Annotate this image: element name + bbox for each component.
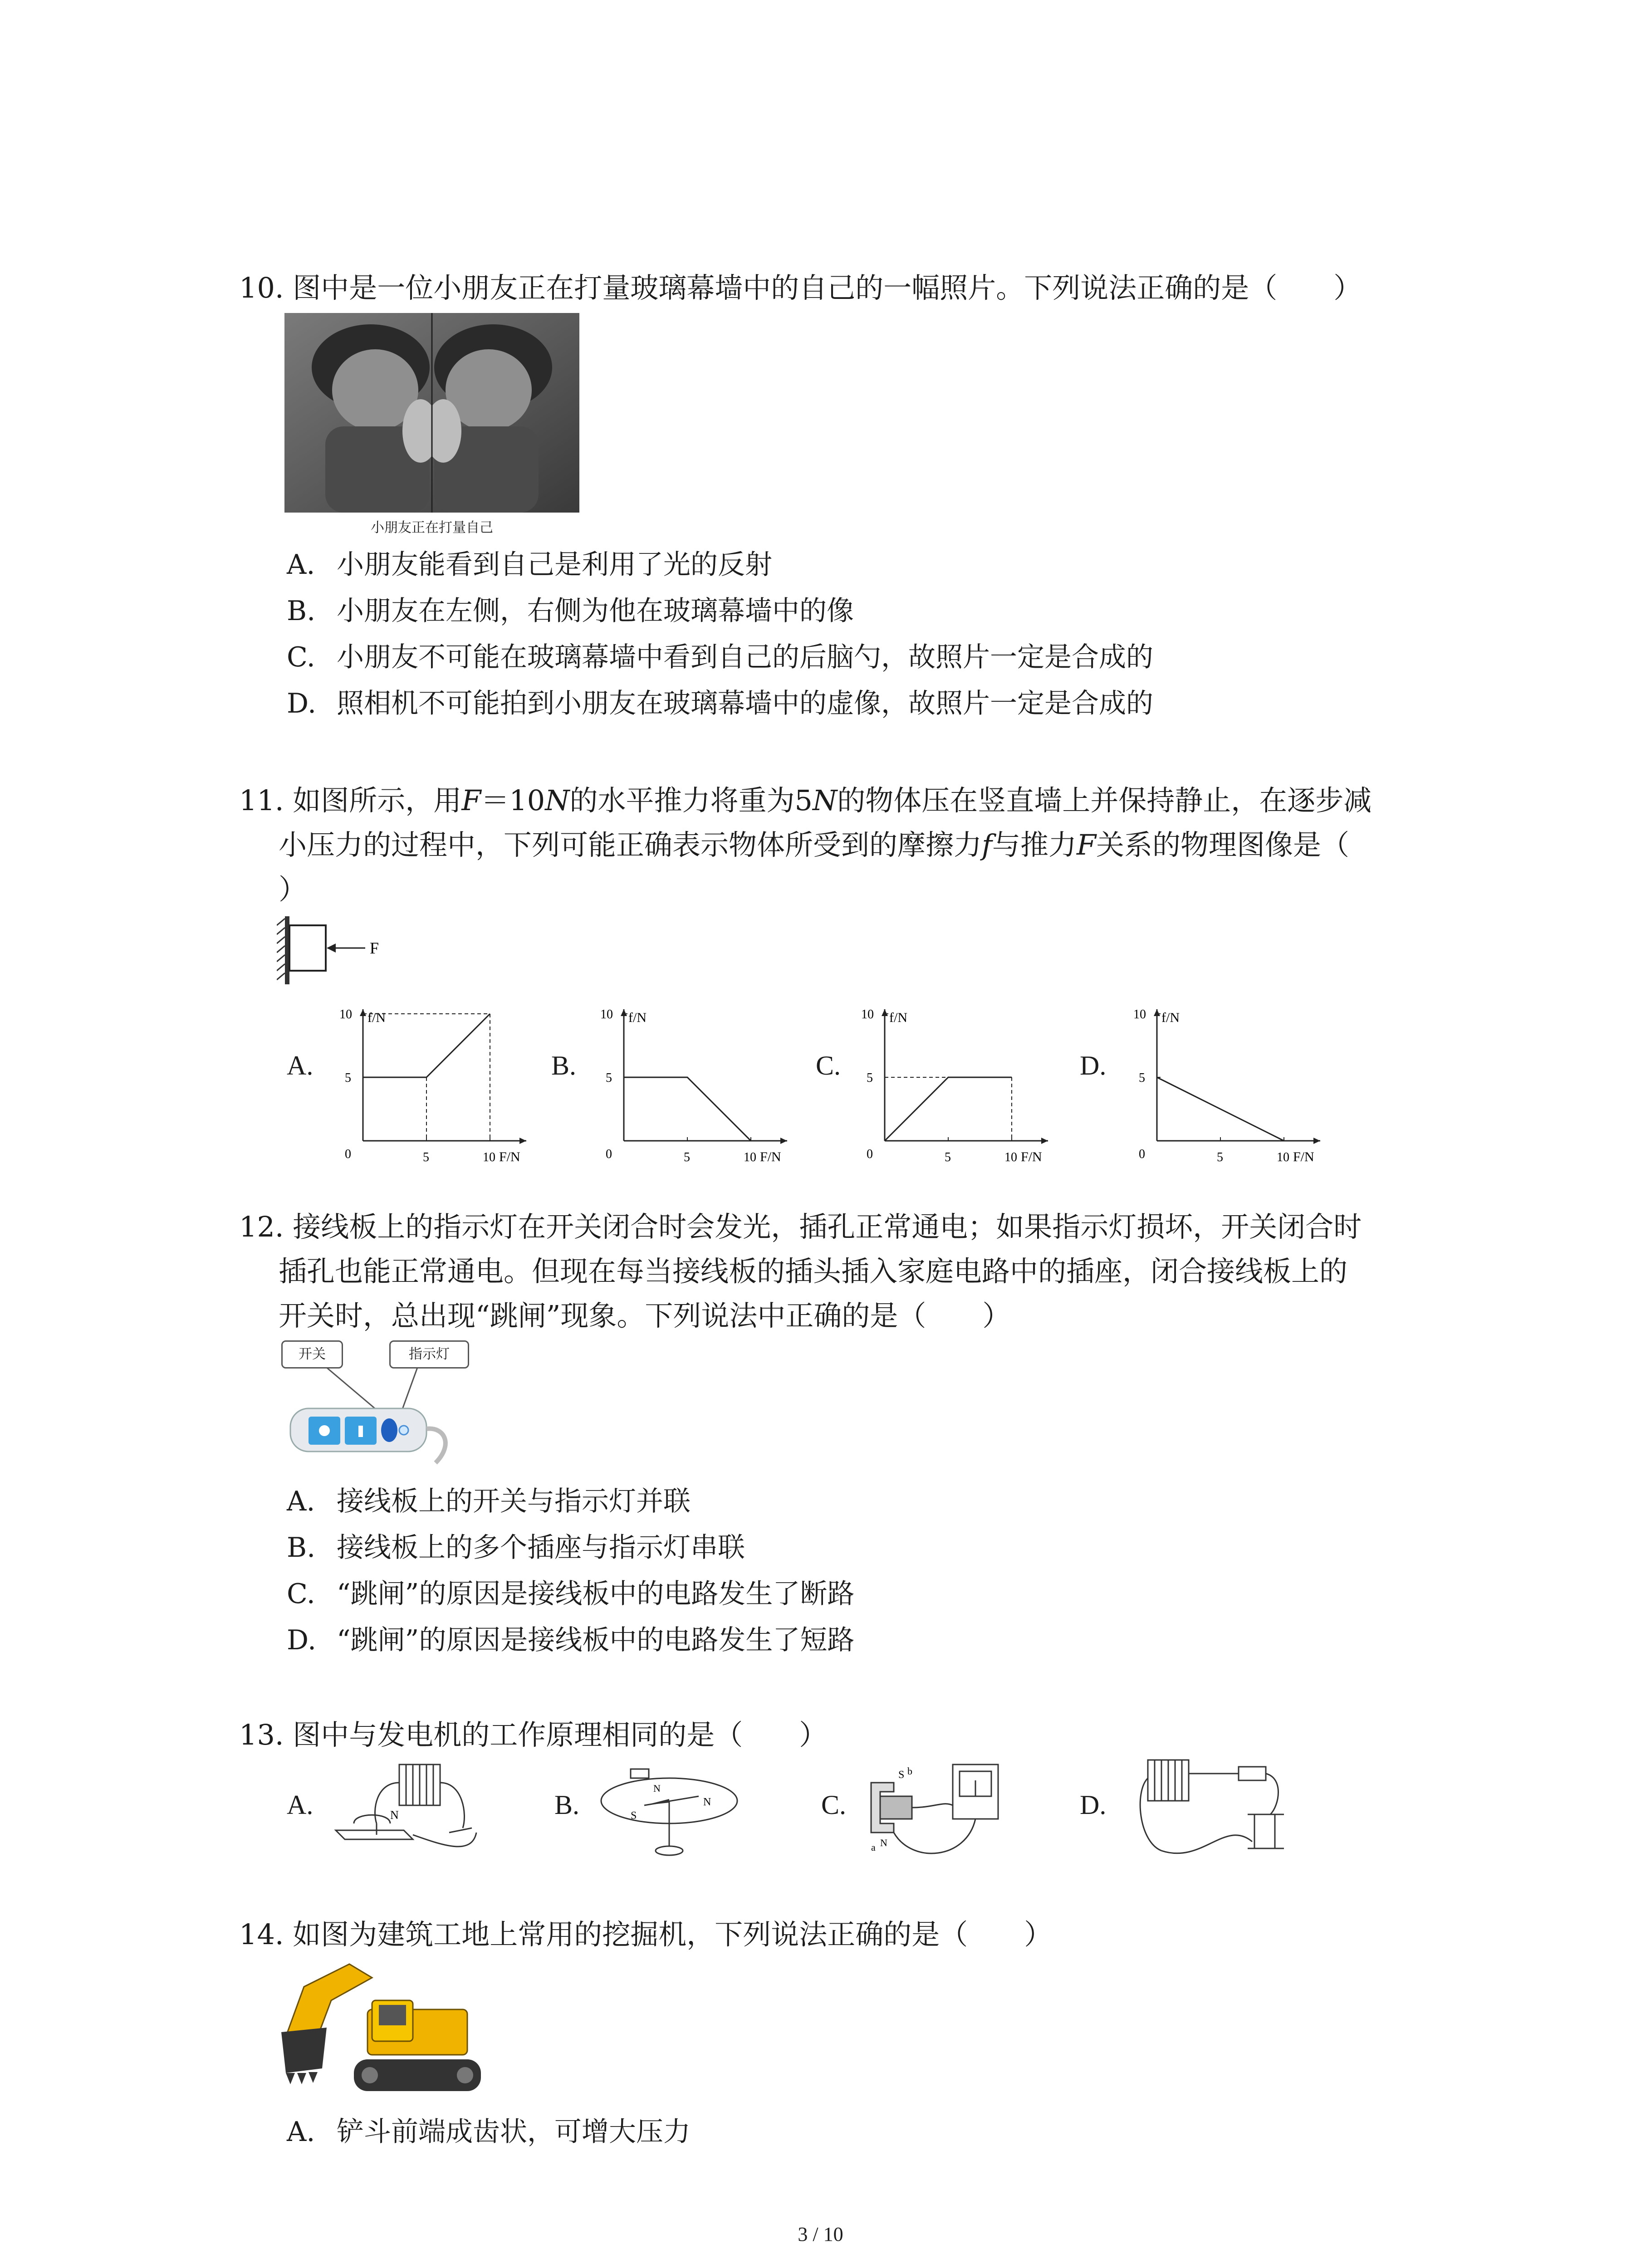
graph-option-b[interactable]	[597, 1000, 787, 1168]
tick-y-5: 5	[345, 1071, 351, 1085]
q13-option-b-compass[interactable]	[594, 1755, 744, 1873]
y-arrow	[360, 1009, 366, 1016]
q11-stem-line3: ）	[279, 873, 307, 906]
graph-option-c[interactable]	[857, 1000, 1048, 1168]
q11-label-c: C.	[816, 1051, 841, 1080]
tick-origin: 0	[606, 1147, 612, 1161]
q12-option-d[interactable]: D. “跳闸”的原因是接线板中的电路发生了短路	[287, 1624, 855, 1656]
friction-curve	[1157, 1077, 1284, 1141]
tick-x-5: 5	[1217, 1150, 1223, 1164]
q13-label-d: D.	[1080, 1790, 1107, 1820]
q11-label-a: A.	[287, 1051, 314, 1080]
q10-stem: 10. 图中是一位小朋友正在打量玻璃幕墙中的自己的一幅照片。下列说法正确的是（ ）	[239, 271, 1362, 304]
q10-option-d[interactable]: D. 照相机不可能拍到小朋友在玻璃幕墙中的虚像，故照片一定是合成的	[287, 688, 1153, 719]
q13-option-a-circuit[interactable]	[327, 1755, 495, 1873]
q11-label-b: B.	[551, 1051, 577, 1080]
q13-label-b: B.	[554, 1790, 580, 1820]
tick-y-10: 10	[1133, 1007, 1146, 1022]
q11-stem-line2: 小压力的过程中，下列可能正确表示物体所受到的摩擦力f与推力F关系的物理图像是（	[279, 828, 1350, 861]
q12-stem-line2: 插孔也能正常通电。但现在每当接线板的插头插入家庭电路中的插座，闭合接线板上的	[279, 1255, 1348, 1288]
q12-option-c[interactable]: C. “跳闸”的原因是接线板中的电路发生了断路	[287, 1578, 855, 1610]
x-axis-label: F/N	[1293, 1149, 1314, 1164]
graph-option-d[interactable]	[1130, 1000, 1320, 1168]
x-arrow	[1041, 1138, 1048, 1144]
svg-text:N: N	[880, 1837, 887, 1848]
q13-label-a: A.	[287, 1790, 314, 1820]
callout-indicator-light: 指示灯	[389, 1340, 469, 1369]
tick-x-5: 5	[684, 1150, 690, 1164]
svg-text:b: b	[907, 1765, 912, 1777]
y-axis-label: f/N	[1161, 1010, 1180, 1025]
tick-origin: 0	[1139, 1147, 1145, 1161]
photo-caption: 小朋友正在打量自己	[371, 520, 493, 535]
svg-text:a: a	[871, 1842, 876, 1853]
q10-option-b[interactable]: B. 小朋友在左侧，右侧为他在玻璃幕墙中的像	[287, 595, 854, 627]
q10-option-a[interactable]: A. 小朋友能看到自己是利用了光的反射	[287, 549, 772, 581]
tick-y-10: 10	[600, 1007, 613, 1022]
q12-stem-line1: 12. 接线板上的指示灯在开关闭合时会发光，插孔正常通电；如果指示灯损坏，开关闭合时	[239, 1210, 1362, 1243]
x-axis-label: F/N	[760, 1149, 781, 1164]
q11-stem-line1: 11. 如图所示，用F＝10N的水平推力将重为5N的物体压在竖直墙上并保持静止，在逐步减	[239, 784, 1372, 817]
q10-option-c[interactable]: C. 小朋友不可能在玻璃幕墙中看到自己的后脑勺，故照片一定是合成的	[287, 641, 1153, 673]
tick-x-10: 10	[483, 1150, 495, 1164]
tick-x-10: 10	[1004, 1150, 1017, 1164]
tick-y-5: 5	[1139, 1071, 1145, 1085]
q13-label-c: C.	[821, 1790, 847, 1820]
y-axis-label: f/N	[889, 1010, 907, 1025]
x-axis-label: F/N	[1021, 1149, 1042, 1164]
q12-stem-line3: 开关时，总出现“跳闸”现象。下列说法中正确的是（ ）	[279, 1299, 1011, 1332]
q12-power-strip-figure	[281, 1340, 481, 1476]
y-axis-label: f/N	[628, 1010, 647, 1025]
x-arrow	[780, 1138, 787, 1144]
y-axis-label: f/N	[367, 1010, 386, 1025]
friction-curve	[624, 1077, 751, 1141]
svg-text:S: S	[631, 1810, 637, 1822]
y-arrow	[882, 1009, 888, 1016]
q14-stem: 14. 如图为建筑工地上常用的挖掘机，下列说法正确的是（ ）	[239, 1918, 1053, 1951]
force-label: F	[370, 939, 379, 957]
svg-text:N: N	[390, 1809, 399, 1822]
q11-wall-block-diagram	[277, 916, 395, 984]
tick-origin: 0	[867, 1147, 873, 1161]
y-arrow	[621, 1009, 627, 1016]
graph-option-a[interactable]	[336, 1000, 526, 1168]
tick-y-10: 10	[861, 1007, 874, 1022]
friction-curve	[885, 1077, 1012, 1141]
excavator-image	[277, 1960, 490, 2105]
y-arrow	[1154, 1009, 1160, 1016]
tick-y-5: 5	[867, 1071, 873, 1085]
child-photo-image	[284, 313, 579, 540]
tick-x-5: 5	[423, 1150, 429, 1164]
q14-option-a[interactable]: A. 铲斗前端成齿状，可增大压力	[287, 2116, 691, 2148]
tick-x-5: 5	[945, 1150, 951, 1164]
x-axis-label: F/N	[499, 1149, 520, 1164]
q10-photo	[284, 313, 579, 540]
svg-text:N: N	[703, 1796, 711, 1808]
page-number: 3 / 10	[798, 2223, 843, 2245]
tick-y-10: 10	[339, 1007, 352, 1022]
tick-origin: 0	[345, 1147, 351, 1161]
q11-label-d: D.	[1080, 1051, 1107, 1080]
q12-option-a[interactable]: A. 接线板上的开关与指示灯并联	[287, 1486, 691, 1517]
q13-option-c-generator[interactable]	[862, 1755, 1016, 1873]
x-arrow	[519, 1138, 526, 1144]
tick-y-5: 5	[606, 1071, 612, 1085]
svg-text:N: N	[653, 1783, 661, 1794]
tick-x-10: 10	[1277, 1150, 1289, 1164]
power-strip-icon	[281, 1340, 481, 1476]
q13-stem: 13. 图中与发电机的工作原理相同的是（ ）	[239, 1718, 828, 1751]
q12-option-b[interactable]: B. 接线板上的多个插座与指示灯串联	[287, 1532, 745, 1564]
q13-option-d-circuit[interactable]	[1134, 1751, 1302, 1873]
tick-x-10: 10	[744, 1150, 756, 1164]
x-arrow	[1313, 1138, 1320, 1144]
svg-text:S: S	[898, 1769, 905, 1781]
callout-switch: 开关	[281, 1340, 343, 1369]
